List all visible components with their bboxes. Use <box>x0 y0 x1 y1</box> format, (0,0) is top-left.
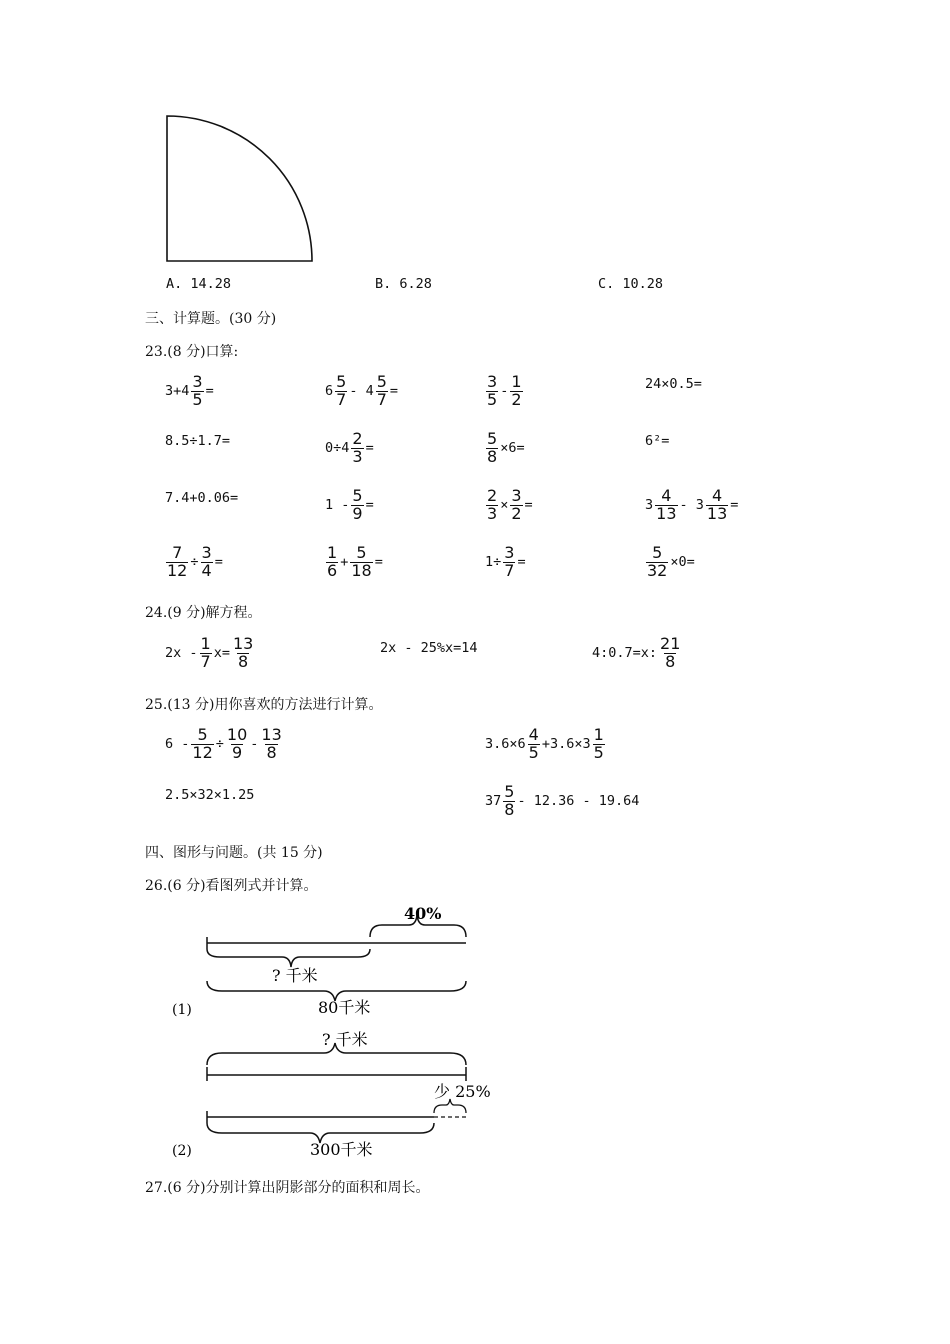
q26-title: 26.(6 分)看图列式并计算。 <box>145 878 318 894</box>
q26-d2-less: 少 25% <box>434 1082 491 1101</box>
q23-expr-11: $\frac{2}{3}$ × $\frac{3}{2}$ = <box>487 486 533 523</box>
q26-diagram-1 <box>150 895 490 1025</box>
q23-expr-9: 7.4+0.06= <box>165 490 239 506</box>
q23-expr-16: $\frac{5}{32}$ ×0= <box>647 543 695 580</box>
q24-equation-2: 2x - 25%x=14 <box>380 640 478 656</box>
q25-calc-1: 6 - $\frac{5}{12}$ ÷ $\frac{10}{9}$ - $\frac{13}{8}$ <box>165 725 282 762</box>
q26-diagram-2 <box>150 1025 510 1165</box>
q23-expr-2: 6 $\frac{5}{7}$ - 4 $\frac{5}{7}$ = <box>325 372 399 409</box>
q26-d2-label: (2) <box>172 1143 192 1159</box>
q26-d1-total: 80千米 <box>318 998 371 1017</box>
section-3-title: 三、计算题。(30 分) <box>145 311 277 327</box>
q25-calc-4: 37 $\frac{5}{8}$ - 12.36 - 19.64 <box>485 782 640 819</box>
q26-d1-label: (1) <box>172 1002 192 1018</box>
q26-d1-question: ? 千米 <box>272 966 318 985</box>
q25-calc-2: 3.6×6 $\frac{4}{5}$ +3.6×3 $\frac{1}{5}$ <box>485 725 604 762</box>
q26-d1-percent: 40% <box>404 904 442 923</box>
q23-expr-3: $\frac{3}{5}$ - $\frac{1}{2}$ <box>487 372 522 409</box>
q24-equation-1: 2x - $\frac{1}{7}$ x= $\frac{13}{8}$ <box>165 634 254 671</box>
q25-calc-3: 2.5×32×1.25 <box>165 787 255 803</box>
q23-expr-10: 1 - $\frac{5}{9}$ = <box>325 486 374 523</box>
q23-expr-14: $\frac{1}{6}$ + $\frac{5}{18}$ = <box>327 543 383 580</box>
q26-d2-question: ? 千米 <box>322 1030 368 1049</box>
q26-d2-total: 300千米 <box>310 1140 373 1159</box>
q25-title: 25.(13 分)用你喜欢的方法进行计算。 <box>145 697 383 713</box>
q23-expr-13: $\frac{7}{12}$ ÷ $\frac{3}{4}$ = <box>167 543 223 580</box>
option-a: A. 14.28 <box>166 276 232 292</box>
option-c: C. 10.28 <box>598 276 664 292</box>
quarter-circle-figure <box>160 110 320 268</box>
q23-title: 23.(8 分)口算: <box>145 344 239 360</box>
q23-expr-4: 24×0.5= <box>645 376 702 392</box>
q24-title: 24.(9 分)解方程。 <box>145 605 262 621</box>
q23-expr-12: 3 $\frac{4}{13}$ - 3 $\frac{4}{13}$ = <box>645 486 739 523</box>
q23-expr-8: 6²= <box>645 433 670 449</box>
q24-equation-3: 4:0.7=x: $\frac{21}{8}$ <box>592 634 681 671</box>
section-4-title: 四、图形与问题。(共 15 分) <box>145 845 323 861</box>
q27-title: 27.(6 分)分别计算出阴影部分的面积和周长。 <box>145 1180 430 1196</box>
q23-expr-6: 0÷4 $\frac{2}{3}$ = <box>325 429 374 466</box>
q23-expr-5: 8.5÷1.7= <box>165 433 231 449</box>
option-b: B. 6.28 <box>375 276 432 292</box>
q23-expr-7: $\frac{5}{8}$ ×6= <box>487 429 525 466</box>
q23-expr-15: 1÷ $\frac{3}{7}$ = <box>485 543 526 580</box>
q23-expr-1: 3+4 $\frac{3}{5}$ = <box>165 372 214 409</box>
